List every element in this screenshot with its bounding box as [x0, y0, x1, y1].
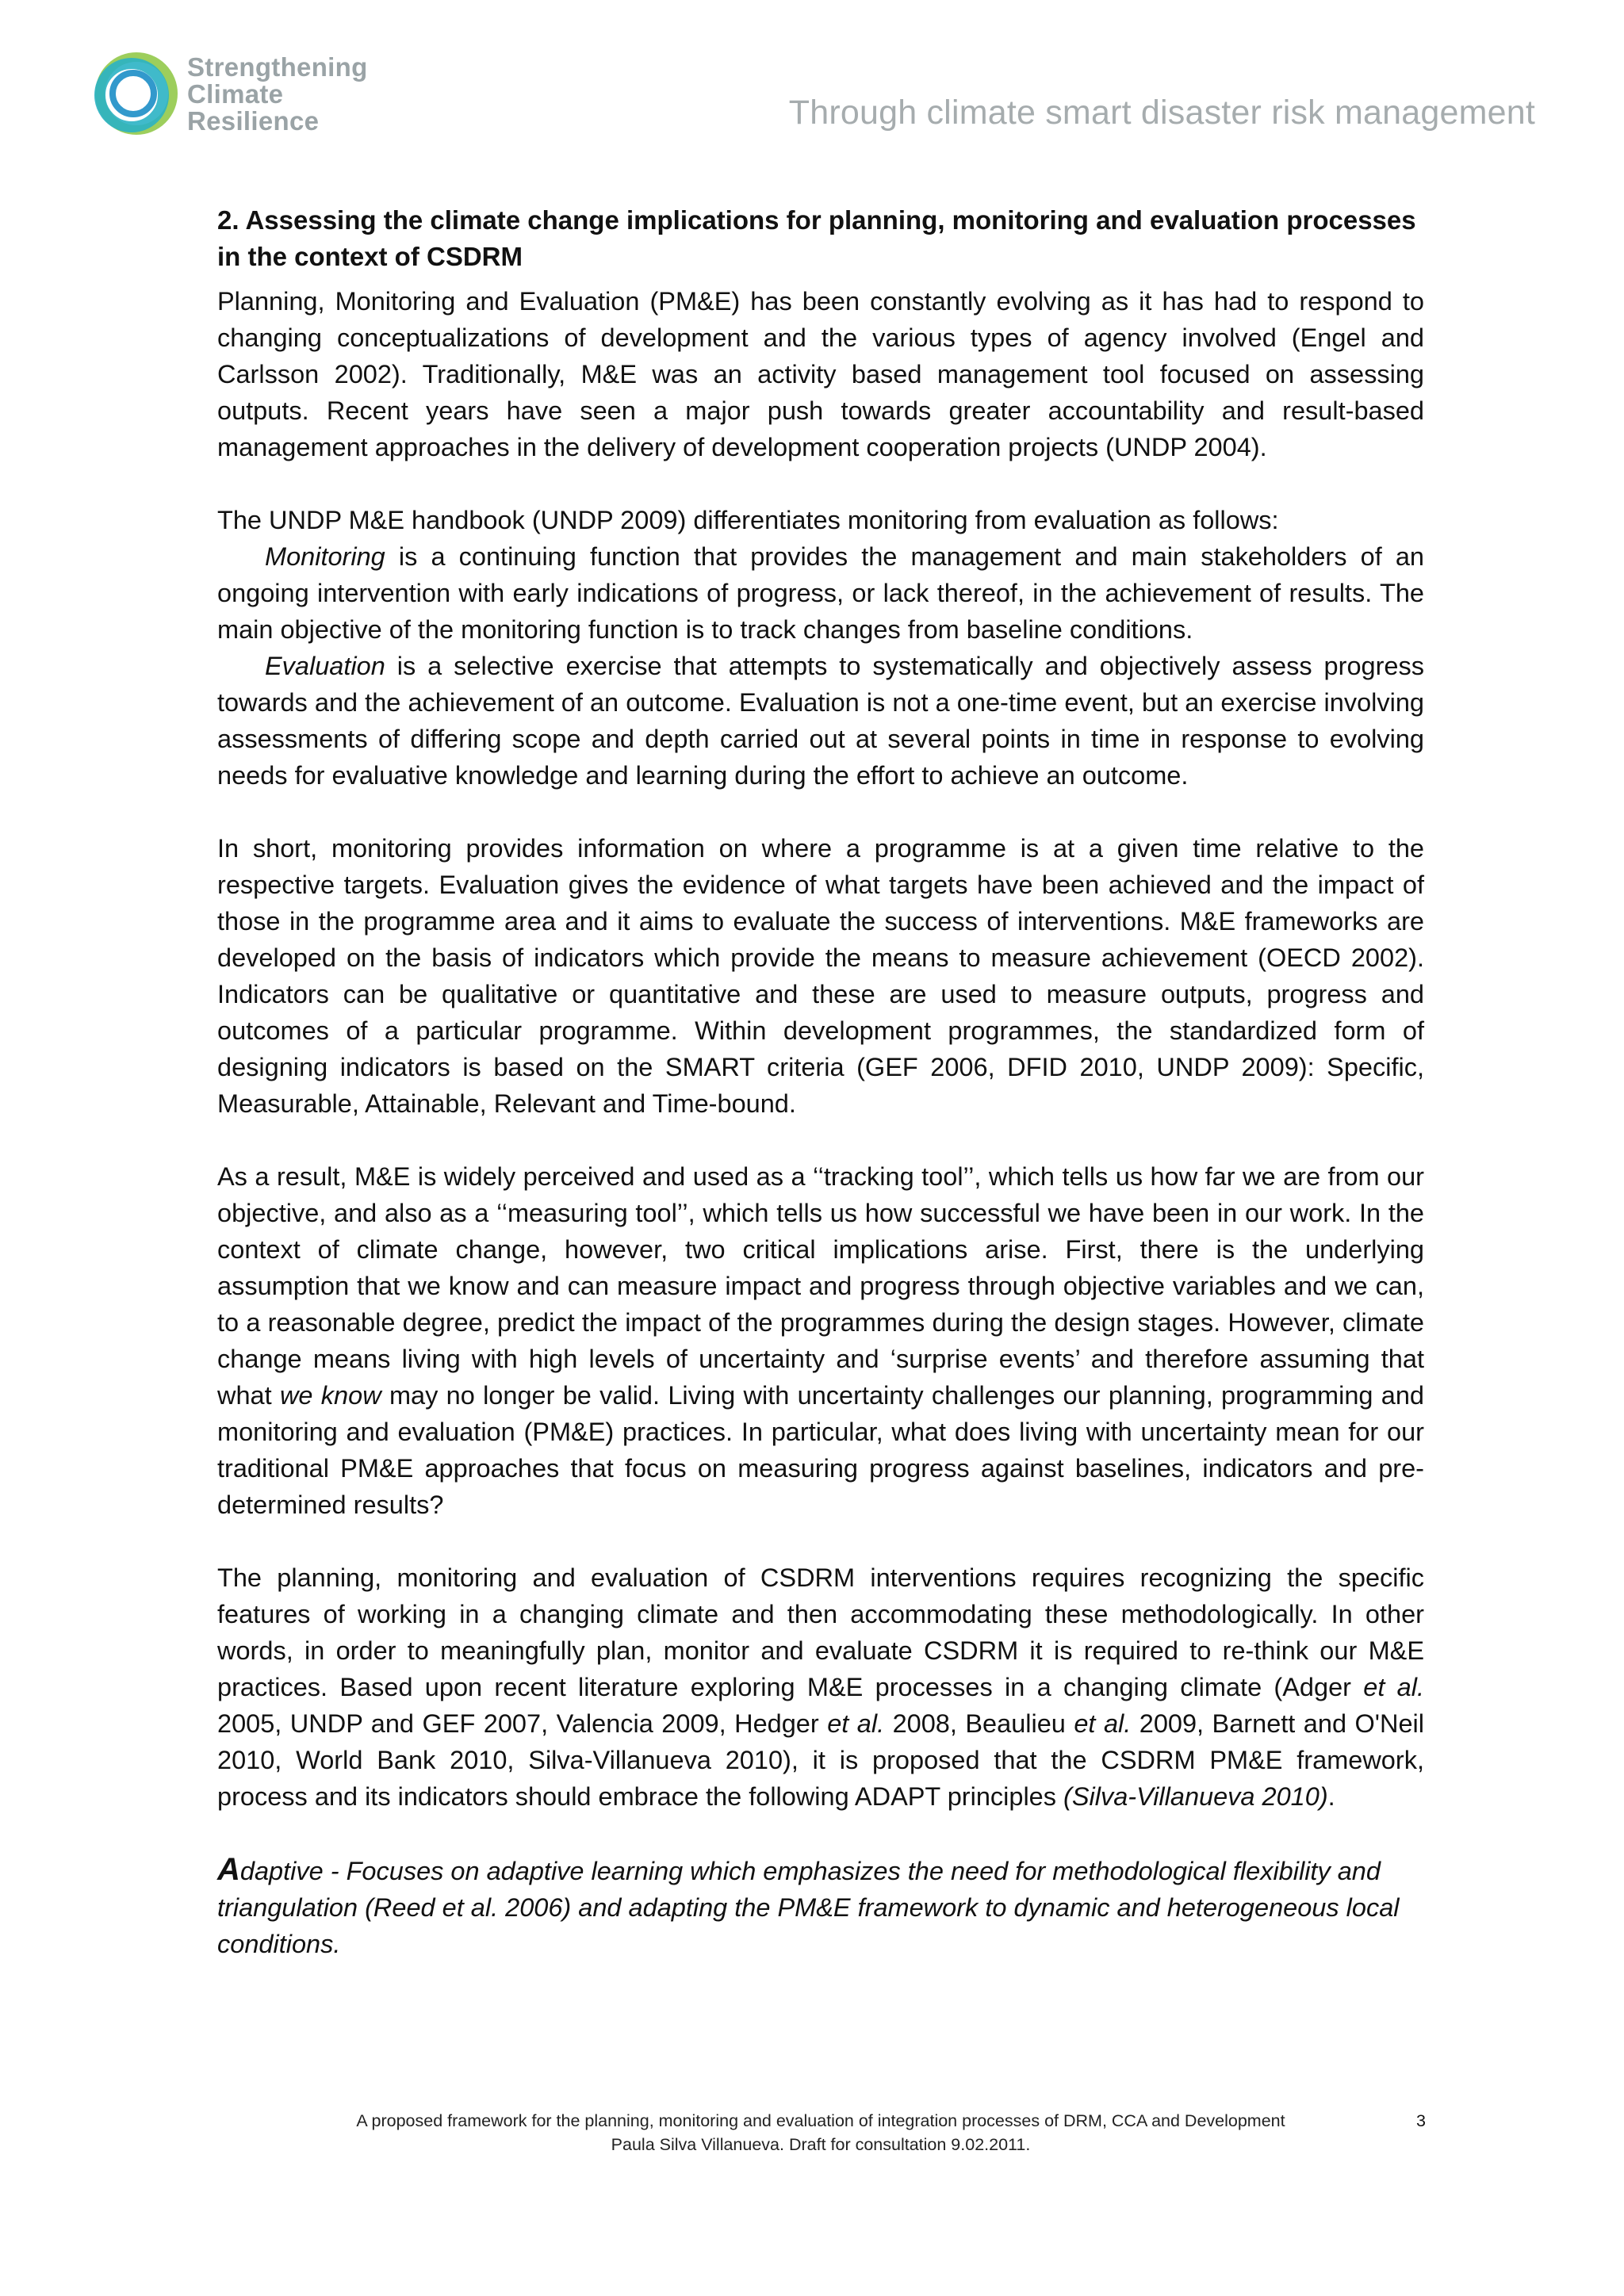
logo-rings-icon: [90, 49, 179, 138]
logo-text: [187, 54, 368, 135]
emphasis: et al.: [827, 1709, 885, 1738]
logo-line: Resilience: [187, 106, 320, 136]
text-run: 2009, Barnett and O'Neil 2010, World Bank 2010, Silva-Villanueva 2010), it is proposed that the CSDRM PM&E framework, process and its indicators should embrace the following ADAPT principles: [217, 1709, 1424, 1811]
definition-text: is a continuing function that provides the management and main stakeholders of an ongoing intervention with early indications of progress, or lack thereof, in the achievement of results. The main objective of the monitoring function is to track changes from baseline conditions.: [217, 542, 1424, 644]
text-run: As a result, M&E is widely perceived and used as a ‘‘tracking tool’’, which tells us how far we are from our objective, and also as a ‘‘measuring tool’’, which tells us how successful we have been in our work. In the context of climate change, however, two critical implications arise. First, there is the underlying assumption that we know and can measure impact and progress through objective variables and we can, to a reasonable degree, predict the impact of the programmes during the design stages. However, climate change means living with high levels of uncertainty and ‘surprise events’ and therefore assuming that what: [217, 1162, 1424, 1410]
text-run: 2008, Beaulieu: [884, 1709, 1074, 1738]
definition-evaluation: [217, 648, 1424, 794]
section-heading: [217, 202, 1424, 275]
paragraph-adaptive: [217, 1851, 1424, 1962]
logo-line: Climate: [187, 79, 284, 109]
definition-monitoring: [217, 538, 1424, 648]
main-content: [217, 202, 1424, 1962]
paragraph-adapt-principles: [217, 1559, 1424, 1815]
emphasis: we know: [279, 1381, 381, 1410]
logo-line: Strengthening: [187, 52, 368, 82]
emphasis: et al.: [1074, 1709, 1132, 1738]
heading-line: in the context of CSDRM: [217, 242, 523, 271]
heading-line: 2. Assessing the climate change implications for planning, monitoring and evaluation processes: [217, 205, 1416, 235]
paragraph-indicators: In short, monitoring provides information on where a programme is at a given time relative to the respective targets. Evaluation gives the evidence of what targets have been achieved and the impact of those in the programme area and it aims to evaluate the success of interventions. M&E frameworks are developed on the basis of indicators which provide the means to measure achievement (OECD 2002). Indicators can be qualitative or quantitative and these are used to measure outputs, progress and outcomes of a particular programme. Within development programmes, the standardized form of designing indicators is based on the SMART criteria (GEF 2006, DFID 2010, UNDP 2009): Specific, Measurable, Attainable, Relevant and Time-bound.: [217, 834, 1424, 1118]
footer-line: Paula Silva Villanueva. Draft for consultation 9.02.2011.: [611, 2135, 1031, 2154]
page-number: 3: [1416, 2111, 1426, 2130]
adaptive-initial: A: [217, 1852, 240, 1887]
logo: [90, 49, 368, 143]
emphasis: et al.: [1363, 1673, 1424, 1701]
paragraph-uncertainty: [217, 1158, 1424, 1523]
citation: (Silva-Villanueva 2010): [1063, 1782, 1328, 1811]
text-run: The planning, monitoring and evaluation of CSDRM interventions requires recognizing the specific features of working in a changing climate and then accommodating these methodologically. In other words, in order to meaningfully plan, monitor and evaluate CSDRM it is required to re-think our M&E practices. Based upon recent literature exploring M&E processes in a changing climate (Adger: [217, 1563, 1424, 1701]
term-monitoring: Monitoring: [265, 542, 385, 571]
term-evaluation: Evaluation: [265, 652, 385, 680]
definition-text: is a selective exercise that attempts to systematically and objectively assess progress towards and the achievement of an outcome. Evaluation is not a one-time event, but an exercise involving assessments of differing scope and depth carried out at several points in time in response to evolving needs for evaluative knowledge and learning during the effort to achieve an outcome.: [217, 652, 1424, 790]
adaptive-text: daptive - Focuses on adaptive learning which emphasizes the need for methodological flexibility and triangulation (Reed et al. 2006) and adapting the PM&E framework to dynamic and heterogeneous local conditions.: [217, 1857, 1400, 1958]
paragraph-handbook: The UNDP M&E handbook (UNDP 2009) differentiates monitoring from evaluation as follows:: [217, 506, 1279, 534]
paragraph-intro: Planning, Monitoring and Evaluation (PM&E) has been constantly evolving as it has had to respond to changing conceptualizations of development and the various types of agency involved (Engel and Carlsson 2002). Traditionally, M&E was an activity based management tool focused on assessing outputs. Recent years have seen a major push towards greater accountability and result-based management approaches in the delivery of development cooperation projects (UNDP 2004).: [217, 287, 1424, 461]
text-run: .: [1327, 1782, 1335, 1811]
text-run: 2005, UNDP and GEF 2007, Valencia 2009, Hedger: [217, 1709, 828, 1738]
header-tagline: Through climate smart disaster risk management: [788, 94, 1535, 132]
text-run: may no longer be valid. Living with uncertainty challenges our planning, programming and monitoring and evaluation (PM&E) practices. In particular, what does living with uncertainty mean for our traditional PM&E approaches that focus on measuring progress against baselines, indicators and pre-determined results?: [217, 1381, 1425, 1519]
footer-line: A proposed framework for the planning, monitoring and evaluation of integration processes of DRM, CCA and Development: [356, 2111, 1285, 2130]
footer: [217, 2109, 1424, 2156]
